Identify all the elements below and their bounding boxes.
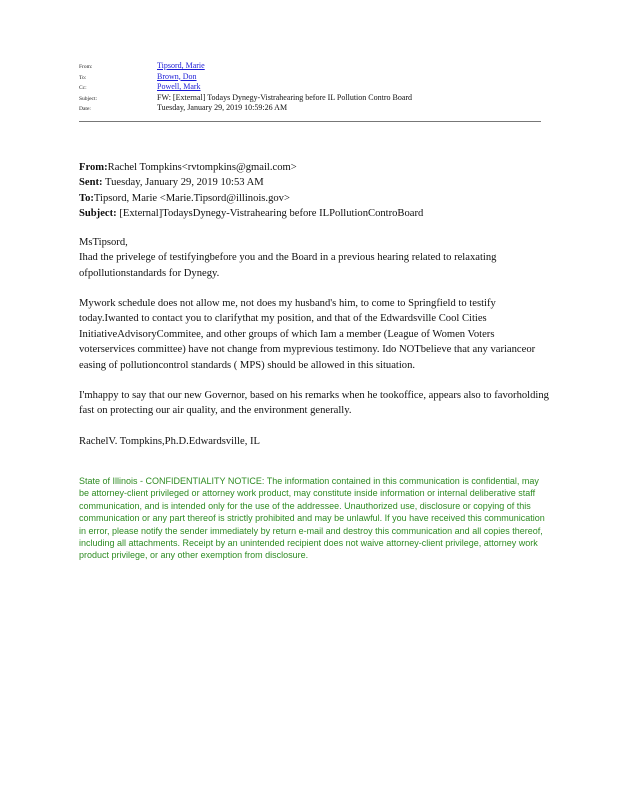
header-divider: [79, 121, 541, 122]
to-label: To:: [79, 74, 87, 81]
forward-subject-row: [79, 93, 541, 104]
original-sent-line: [79, 175, 549, 190]
original-to-label: To:: [79, 192, 94, 204]
date-label: Date:: [79, 106, 91, 112]
cc-link[interactable]: Powell, Mark: [157, 82, 201, 91]
body-paragraph-2: Mywork schedule does not allow me, not does my husband's him, to come to Springfield to testify today.Iwanted to contact you to clarifythat my position, and that of the Edwardsville Cool Cities InitiativeAdvisoryCommitee, and other groups of which Iam a member (League of Women Voters voterservices committee) have not change from myprevious testimony. Ido NOTbelieve that any varianceor easing of pollutioncontrol standards ( MPS) should be allowed in this situation.: [79, 298, 536, 371]
original-subject-label: Subject:: [79, 208, 117, 220]
date-value: Tuesday, January 29, 2019 10:59:26 AM: [157, 103, 288, 112]
original-header: [79, 160, 549, 222]
original-from-line: [79, 160, 549, 175]
body-paragraph-3: I'mhappy to say that our new Governor, based on his remarks when he tookoffice, appears also to favorholding fast on protecting our air quality, and the environment generally.: [79, 390, 549, 417]
forward-from-row: [79, 61, 541, 72]
from-label: From:: [79, 64, 93, 70]
body-paragraph-3-block: [79, 388, 549, 419]
signature-block: [79, 434, 549, 449]
cc-label: Cc:: [79, 85, 87, 91]
signature: RachelV. Tompkins,Ph.D.Edwardsville, IL: [79, 436, 261, 447]
original-from-label: From:: [79, 162, 108, 173]
original-subject-line: [79, 206, 549, 221]
salutation: MsTipsord,: [79, 237, 128, 248]
original-to-value: Tipsord, Marie <Marie.Tipsord@illinois.gov>: [93, 192, 290, 204]
body-paragraph-2-block: [79, 296, 549, 373]
message-body: [79, 235, 549, 281]
forward-date-row: [79, 103, 541, 114]
original-subject-value: [External]TodaysDynegy-Vistrahearing before ILPollutionControBoard: [119, 208, 424, 220]
original-sent-label: Sent:: [79, 177, 103, 189]
body-paragraph-1: Ihad the privelege of testifyingbefore you and the Board in a previous hearing related to relaxating ofpollutionstandards for Dynegy.: [79, 252, 497, 279]
subject-value: FW: [External] Todays Dynegy-Vistrahearing before IL Pollution Contro Board: [157, 92, 413, 102]
original-sent-value: Tuesday, January 29, 2019 10:53 AM: [105, 177, 264, 189]
subject-label: Subject:: [79, 95, 98, 102]
original-from-value: Rachel Tompkins<rvtompkins@gmail.com>: [107, 162, 297, 173]
forward-cc-row: [79, 82, 541, 93]
original-to-line: [79, 191, 549, 206]
forward-to-row: [79, 72, 541, 83]
to-link[interactable]: Brown, Don: [157, 71, 197, 81]
from-link[interactable]: Tipsord, Marie: [157, 61, 205, 70]
forward-header: [79, 61, 541, 114]
confidentiality-notice: State of Illinois - CONFIDENTIALITY NOTICE: The information contained in this communication is confidential, may be attorney-client privileged or attorney work product, may constitute inside information or internal deliberative staff communication, and is intended only for the use of the addressee. Unauthorized use, disclosure or copying of this communication or any part thereof is strictly prohibited and may be unlawful. If you have received this communication in error, please notify the sender immediately by return e-mail and destroy this communication and all copies thereof, including all attachments. Receipt by an unintended recipient does not waive attorney-client privilege, attorney work product privilege, or any other exemption from disclosure.: [79, 476, 545, 561]
